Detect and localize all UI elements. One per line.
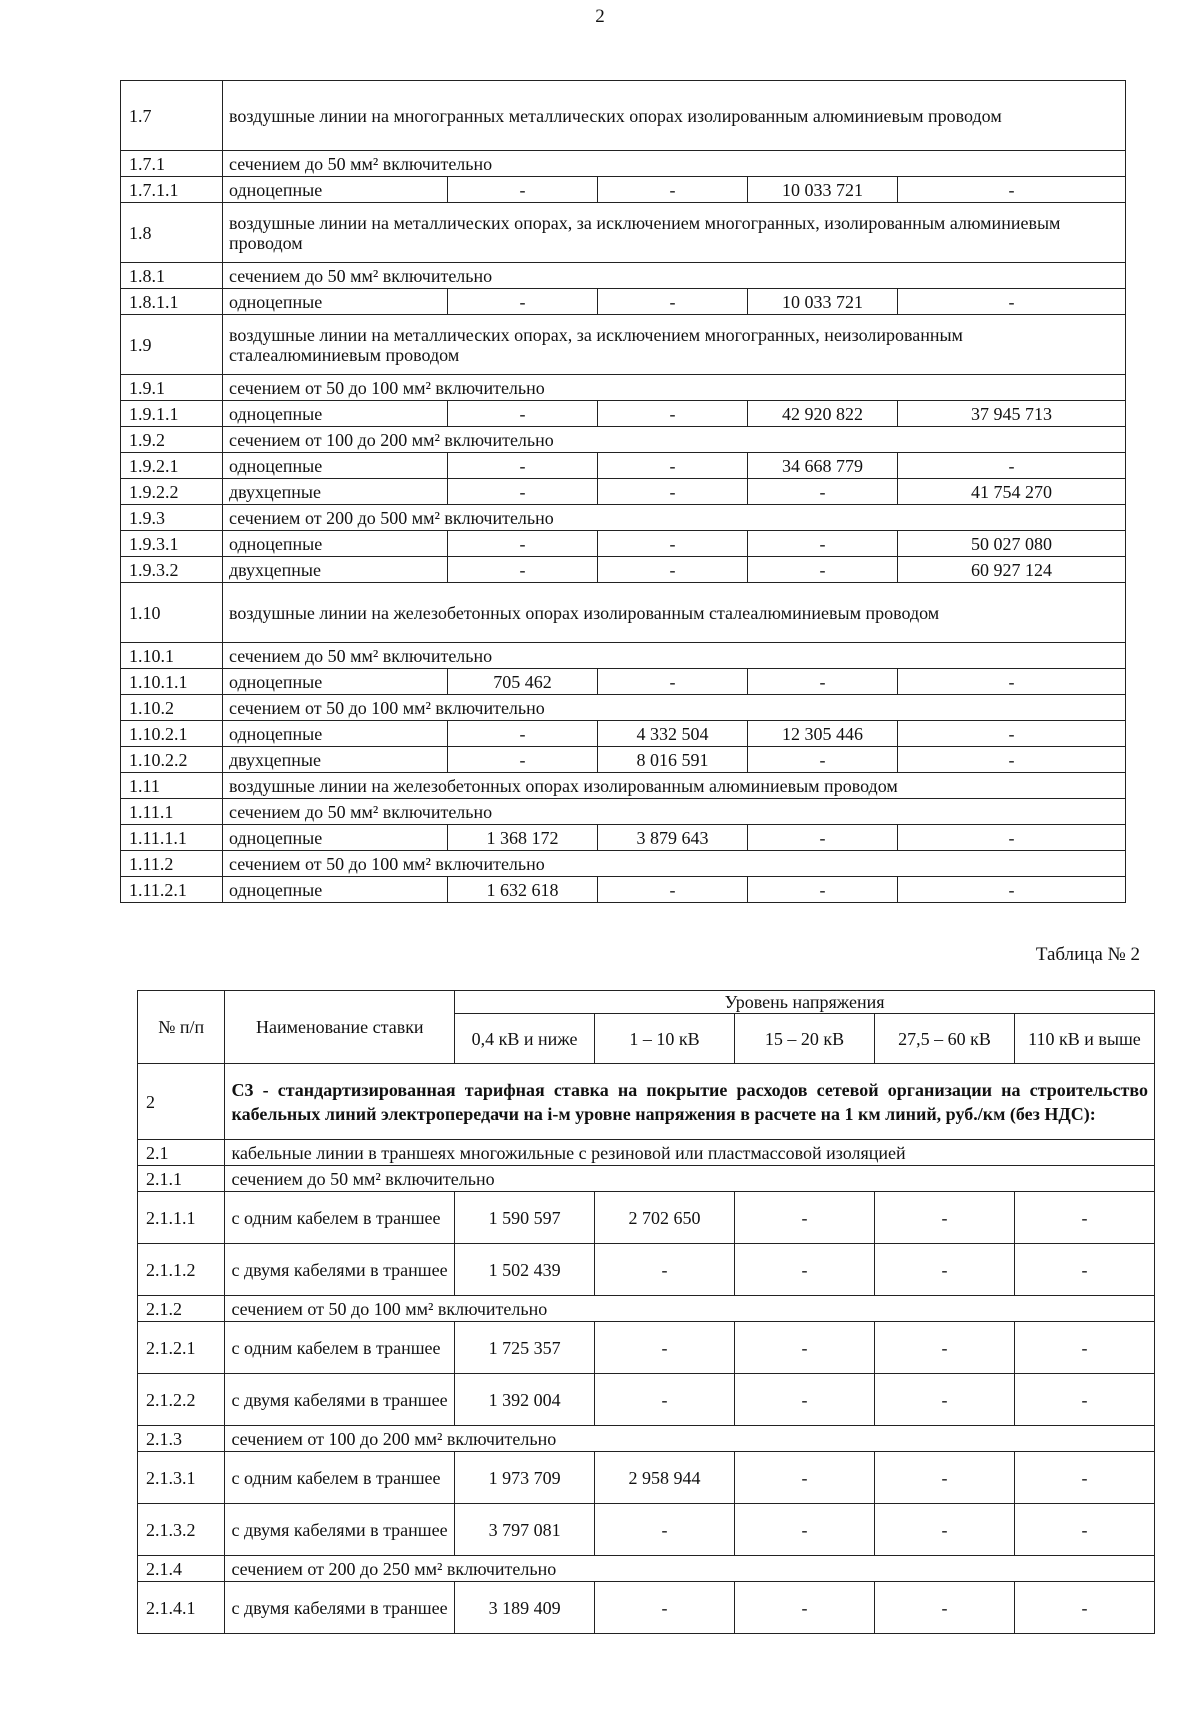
table-row	[138, 1582, 1155, 1634]
rate-value: 34 668 779	[748, 453, 898, 479]
rate-value: -	[735, 1504, 875, 1556]
row-number: 2.1.1.1	[138, 1192, 225, 1244]
row-number: 2.1.3.1	[138, 1452, 225, 1504]
table-row	[121, 643, 1126, 669]
table-row	[121, 81, 1126, 151]
table-row	[121, 203, 1126, 263]
row-name: сечением от 200 до 250 мм² включительно	[225, 1556, 1155, 1582]
voltage-level-header: 0,4 кВ и ниже	[455, 1014, 595, 1064]
row-name: сечением от 200 до 500 мм² включительно	[223, 505, 1126, 531]
row-name: одноцепные	[223, 177, 448, 203]
row-number: 2.1.2	[138, 1296, 225, 1322]
row-name: с двумя кабелями в траншее	[225, 1504, 455, 1556]
row-name: кабельные линии в траншеях многожильные с резиновой или пластмассовой изоляцией	[225, 1140, 1155, 1166]
rate-value: 60 927 124	[898, 557, 1126, 583]
rate-value: -	[748, 877, 898, 903]
row-number: 1.9.2.2	[121, 479, 223, 505]
rate-value: 42 920 822	[748, 401, 898, 427]
row-number: 1.8	[121, 203, 223, 263]
row-number: 2.1.2.1	[138, 1322, 225, 1374]
table-row	[138, 1140, 1155, 1166]
row-number: 1.9.1.1	[121, 401, 223, 427]
row-number: 1.8.1.1	[121, 289, 223, 315]
rate-value: 3 879 643	[598, 825, 748, 851]
rate-value: 1 502 439	[455, 1244, 595, 1296]
rate-value: -	[898, 747, 1126, 773]
row-name: одноцепные	[223, 825, 448, 851]
table-row	[138, 1504, 1155, 1556]
rate-value: -	[595, 1504, 735, 1556]
table-row	[121, 505, 1126, 531]
row-number: 1.11.2	[121, 851, 223, 877]
row-name: воздушные линии на многогранных металлических опорах изолированным алюминиевым проводом	[223, 81, 1126, 151]
row-name: с одним кабелем в траншее	[225, 1192, 455, 1244]
row-number: 2.1.3	[138, 1426, 225, 1452]
row-name: воздушные линии на металлических опорах, за исключением многогранных, неизолированным сталеалюминиевым проводом	[223, 315, 1126, 375]
rate-value: -	[595, 1322, 735, 1374]
row-number: 2.1.3.2	[138, 1504, 225, 1556]
rate-value: -	[448, 747, 598, 773]
voltage-level-header: 27,5 – 60 кВ	[875, 1014, 1015, 1064]
rate-value: -	[1014, 1244, 1154, 1296]
rate-value: -	[448, 289, 598, 315]
row-number: 2.1.4.1	[138, 1582, 225, 1634]
row-name: сечением от 50 до 100 мм² включительно	[223, 695, 1126, 721]
table-row	[121, 747, 1126, 773]
rate-value: 1 632 618	[448, 877, 598, 903]
rate-value: -	[598, 177, 748, 203]
rate-value: -	[1014, 1582, 1154, 1634]
rate-value: -	[1014, 1192, 1154, 1244]
rate-value: -	[748, 479, 898, 505]
table-row	[121, 669, 1126, 695]
rate-value: 1 725 357	[455, 1322, 595, 1374]
table-row	[121, 695, 1126, 721]
table-caption: Таблица № 2	[1035, 944, 1140, 965]
rate-value: -	[875, 1244, 1015, 1296]
table-row	[121, 453, 1126, 479]
rate-value: 50 027 080	[898, 531, 1126, 557]
row-name: сечением до 50 мм² включительно	[223, 643, 1126, 669]
row-number: 1.9.3.2	[121, 557, 223, 583]
rate-value: -	[598, 289, 748, 315]
rate-value: -	[735, 1322, 875, 1374]
row-number: 2.1	[138, 1140, 225, 1166]
rate-value: -	[1014, 1504, 1154, 1556]
rate-value: 8 016 591	[598, 747, 748, 773]
rate-value: -	[598, 401, 748, 427]
row-name: с одним кабелем в траншее	[225, 1452, 455, 1504]
rate-value: -	[748, 669, 898, 695]
column-header-voltage-level: Уровень напряжения	[455, 991, 1155, 1014]
cable-lines-table	[137, 990, 1155, 1634]
row-name: сечением от 100 до 200 мм² включительно	[225, 1426, 1155, 1452]
row-number: 2.1.2.2	[138, 1374, 225, 1426]
table-row	[138, 1192, 1155, 1244]
row-name: двухцепные	[223, 747, 448, 773]
table-row	[138, 1322, 1155, 1374]
row-number: 2.1.1	[138, 1166, 225, 1192]
row-number: 1.11.2.1	[121, 877, 223, 903]
rate-value: -	[598, 479, 748, 505]
rate-value: -	[595, 1374, 735, 1426]
rate-value: -	[735, 1374, 875, 1426]
table-row	[121, 721, 1126, 747]
row-number: 2.1.1.2	[138, 1244, 225, 1296]
table-row	[121, 877, 1126, 903]
rate-value: -	[598, 877, 748, 903]
row-number: 1.11	[121, 773, 223, 799]
column-header-number: № п/п	[138, 991, 225, 1064]
rate-value: -	[875, 1504, 1015, 1556]
rate-value: -	[875, 1452, 1015, 1504]
rate-value: 3 189 409	[455, 1582, 595, 1634]
row-name: воздушные линии на железобетонных опорах изолированным алюминиевым проводом	[223, 773, 1126, 799]
row-name: двухцепные	[223, 479, 448, 505]
rate-value: 10 033 721	[748, 289, 898, 315]
row-number: 2	[138, 1064, 225, 1140]
rate-value: -	[448, 531, 598, 557]
rate-value: -	[598, 557, 748, 583]
row-name: воздушные линии на металлических опорах, за исключением многогранных, изолированным алюминиевым проводом	[223, 203, 1126, 263]
rate-value: -	[748, 557, 898, 583]
rate-value: -	[875, 1374, 1015, 1426]
table-row	[121, 583, 1126, 643]
row-number: 1.7.1	[121, 151, 223, 177]
rate-value: -	[735, 1244, 875, 1296]
table-row	[121, 177, 1126, 203]
rate-value: -	[748, 531, 898, 557]
rate-value: 1 368 172	[448, 825, 598, 851]
rate-value: -	[735, 1192, 875, 1244]
row-number: 1.10.2.2	[121, 747, 223, 773]
rate-value: 1 973 709	[455, 1452, 595, 1504]
row-number: 1.9.2	[121, 427, 223, 453]
rate-value: 37 945 713	[898, 401, 1126, 427]
row-number: 1.9.3.1	[121, 531, 223, 557]
rate-value: -	[595, 1244, 735, 1296]
row-name: сечением от 100 до 200 мм² включительно	[223, 427, 1126, 453]
table-row	[121, 851, 1126, 877]
rate-value: -	[448, 721, 598, 747]
table-row	[138, 1064, 1155, 1140]
table-row	[138, 1244, 1155, 1296]
row-number: 1.11.1	[121, 799, 223, 825]
table-row	[121, 263, 1126, 289]
voltage-level-header: 110 кВ и выше	[1014, 1014, 1154, 1064]
rate-value: -	[448, 401, 598, 427]
table-row	[121, 375, 1126, 401]
row-number: 1.8.1	[121, 263, 223, 289]
rate-title: С3 - стандартизированная тарифная ставка на покрытие расходов сетевой организации на строительство кабельных линий электропередачи на i-м уровне напряжения в расчете на 1 км линий, руб./км (без НДС):	[225, 1064, 1155, 1140]
rate-value: 2 958 944	[595, 1452, 735, 1504]
table-row	[138, 1556, 1155, 1582]
table-row	[121, 289, 1126, 315]
row-name: сечением от 50 до 100 мм² включительно	[225, 1296, 1155, 1322]
rate-value: -	[748, 747, 898, 773]
table-row	[138, 1426, 1155, 1452]
column-header-name: Наименование ставки	[225, 991, 455, 1064]
table-row	[121, 531, 1126, 557]
rate-value: 705 462	[448, 669, 598, 695]
row-name: с двумя кабелями в траншее	[225, 1244, 455, 1296]
page-number: 2	[595, 6, 605, 27]
row-number: 1.9.1	[121, 375, 223, 401]
rate-value: -	[748, 825, 898, 851]
rate-value: -	[595, 1582, 735, 1634]
rate-value: -	[448, 453, 598, 479]
table-row	[121, 427, 1126, 453]
rate-value: -	[448, 479, 598, 505]
rate-value: -	[598, 669, 748, 695]
row-number: 2.1.4	[138, 1556, 225, 1582]
rate-value: 3 797 081	[455, 1504, 595, 1556]
row-number: 1.10.1.1	[121, 669, 223, 695]
rate-value: -	[898, 877, 1126, 903]
row-name: одноцепные	[223, 401, 448, 427]
rate-value: -	[898, 721, 1126, 747]
row-number: 1.7.1.1	[121, 177, 223, 203]
rate-value: -	[898, 289, 1126, 315]
table-row	[121, 773, 1126, 799]
row-number: 1.9	[121, 315, 223, 375]
table-row	[138, 1374, 1155, 1426]
row-name: одноцепные	[223, 669, 448, 695]
rate-value: -	[598, 531, 748, 557]
row-name: одноцепные	[223, 877, 448, 903]
rate-value: -	[898, 825, 1126, 851]
row-name: сечением до 50 мм² включительно	[223, 151, 1126, 177]
row-name: одноцепные	[223, 531, 448, 557]
row-name: одноцепные	[223, 721, 448, 747]
rate-value: -	[875, 1322, 1015, 1374]
table-row	[138, 1166, 1155, 1192]
rate-value: -	[898, 669, 1126, 695]
overhead-lines-table	[120, 80, 1126, 903]
rate-value: -	[448, 557, 598, 583]
row-number: 1.11.1.1	[121, 825, 223, 851]
row-name: одноцепные	[223, 453, 448, 479]
rate-value: 4 332 504	[598, 721, 748, 747]
table-row	[138, 1296, 1155, 1322]
row-name: сечением от 50 до 100 мм² включительно	[223, 851, 1126, 877]
row-number: 1.10	[121, 583, 223, 643]
row-name: воздушные линии на железобетонных опорах изолированным сталеалюминиевым проводом	[223, 583, 1126, 643]
rate-value: -	[448, 177, 598, 203]
rate-value: -	[735, 1452, 875, 1504]
row-name: двухцепные	[223, 557, 448, 583]
row-name: с двумя кабелями в траншее	[225, 1582, 455, 1634]
row-number: 1.10.2	[121, 695, 223, 721]
table-row	[121, 151, 1126, 177]
row-name: с одним кабелем в траншее	[225, 1322, 455, 1374]
row-number: 1.9.2.1	[121, 453, 223, 479]
rate-value: -	[875, 1582, 1015, 1634]
rate-value: 2 702 650	[595, 1192, 735, 1244]
row-name: сечением до 50 мм² включительно	[223, 799, 1126, 825]
rate-value: 1 590 597	[455, 1192, 595, 1244]
row-name: сечением от 50 до 100 мм² включительно	[223, 375, 1126, 401]
row-number: 1.10.2.1	[121, 721, 223, 747]
table-row	[121, 479, 1126, 505]
row-name: сечением до 50 мм² включительно	[225, 1166, 1155, 1192]
row-number: 1.10.1	[121, 643, 223, 669]
table-row	[121, 557, 1126, 583]
rate-value: -	[898, 177, 1126, 203]
row-name: одноцепные	[223, 289, 448, 315]
rate-value: 1 392 004	[455, 1374, 595, 1426]
row-name: с двумя кабелями в траншее	[225, 1374, 455, 1426]
table-row	[121, 401, 1126, 427]
rate-value: -	[735, 1582, 875, 1634]
voltage-level-header: 15 – 20 кВ	[735, 1014, 875, 1064]
table-row	[121, 315, 1126, 375]
row-number: 1.9.3	[121, 505, 223, 531]
voltage-level-header: 1 – 10 кВ	[595, 1014, 735, 1064]
rate-value: -	[898, 453, 1126, 479]
table-row	[138, 1452, 1155, 1504]
table-row	[121, 799, 1126, 825]
row-name: сечением до 50 мм² включительно	[223, 263, 1126, 289]
rate-value: -	[875, 1192, 1015, 1244]
row-number: 1.7	[121, 81, 223, 151]
rate-value: -	[1014, 1452, 1154, 1504]
table-row	[121, 825, 1126, 851]
rate-value: 12 305 446	[748, 721, 898, 747]
rate-value: -	[1014, 1374, 1154, 1426]
rate-value: 41 754 270	[898, 479, 1126, 505]
rate-value: 10 033 721	[748, 177, 898, 203]
rate-value: -	[1014, 1322, 1154, 1374]
rate-value: -	[598, 453, 748, 479]
